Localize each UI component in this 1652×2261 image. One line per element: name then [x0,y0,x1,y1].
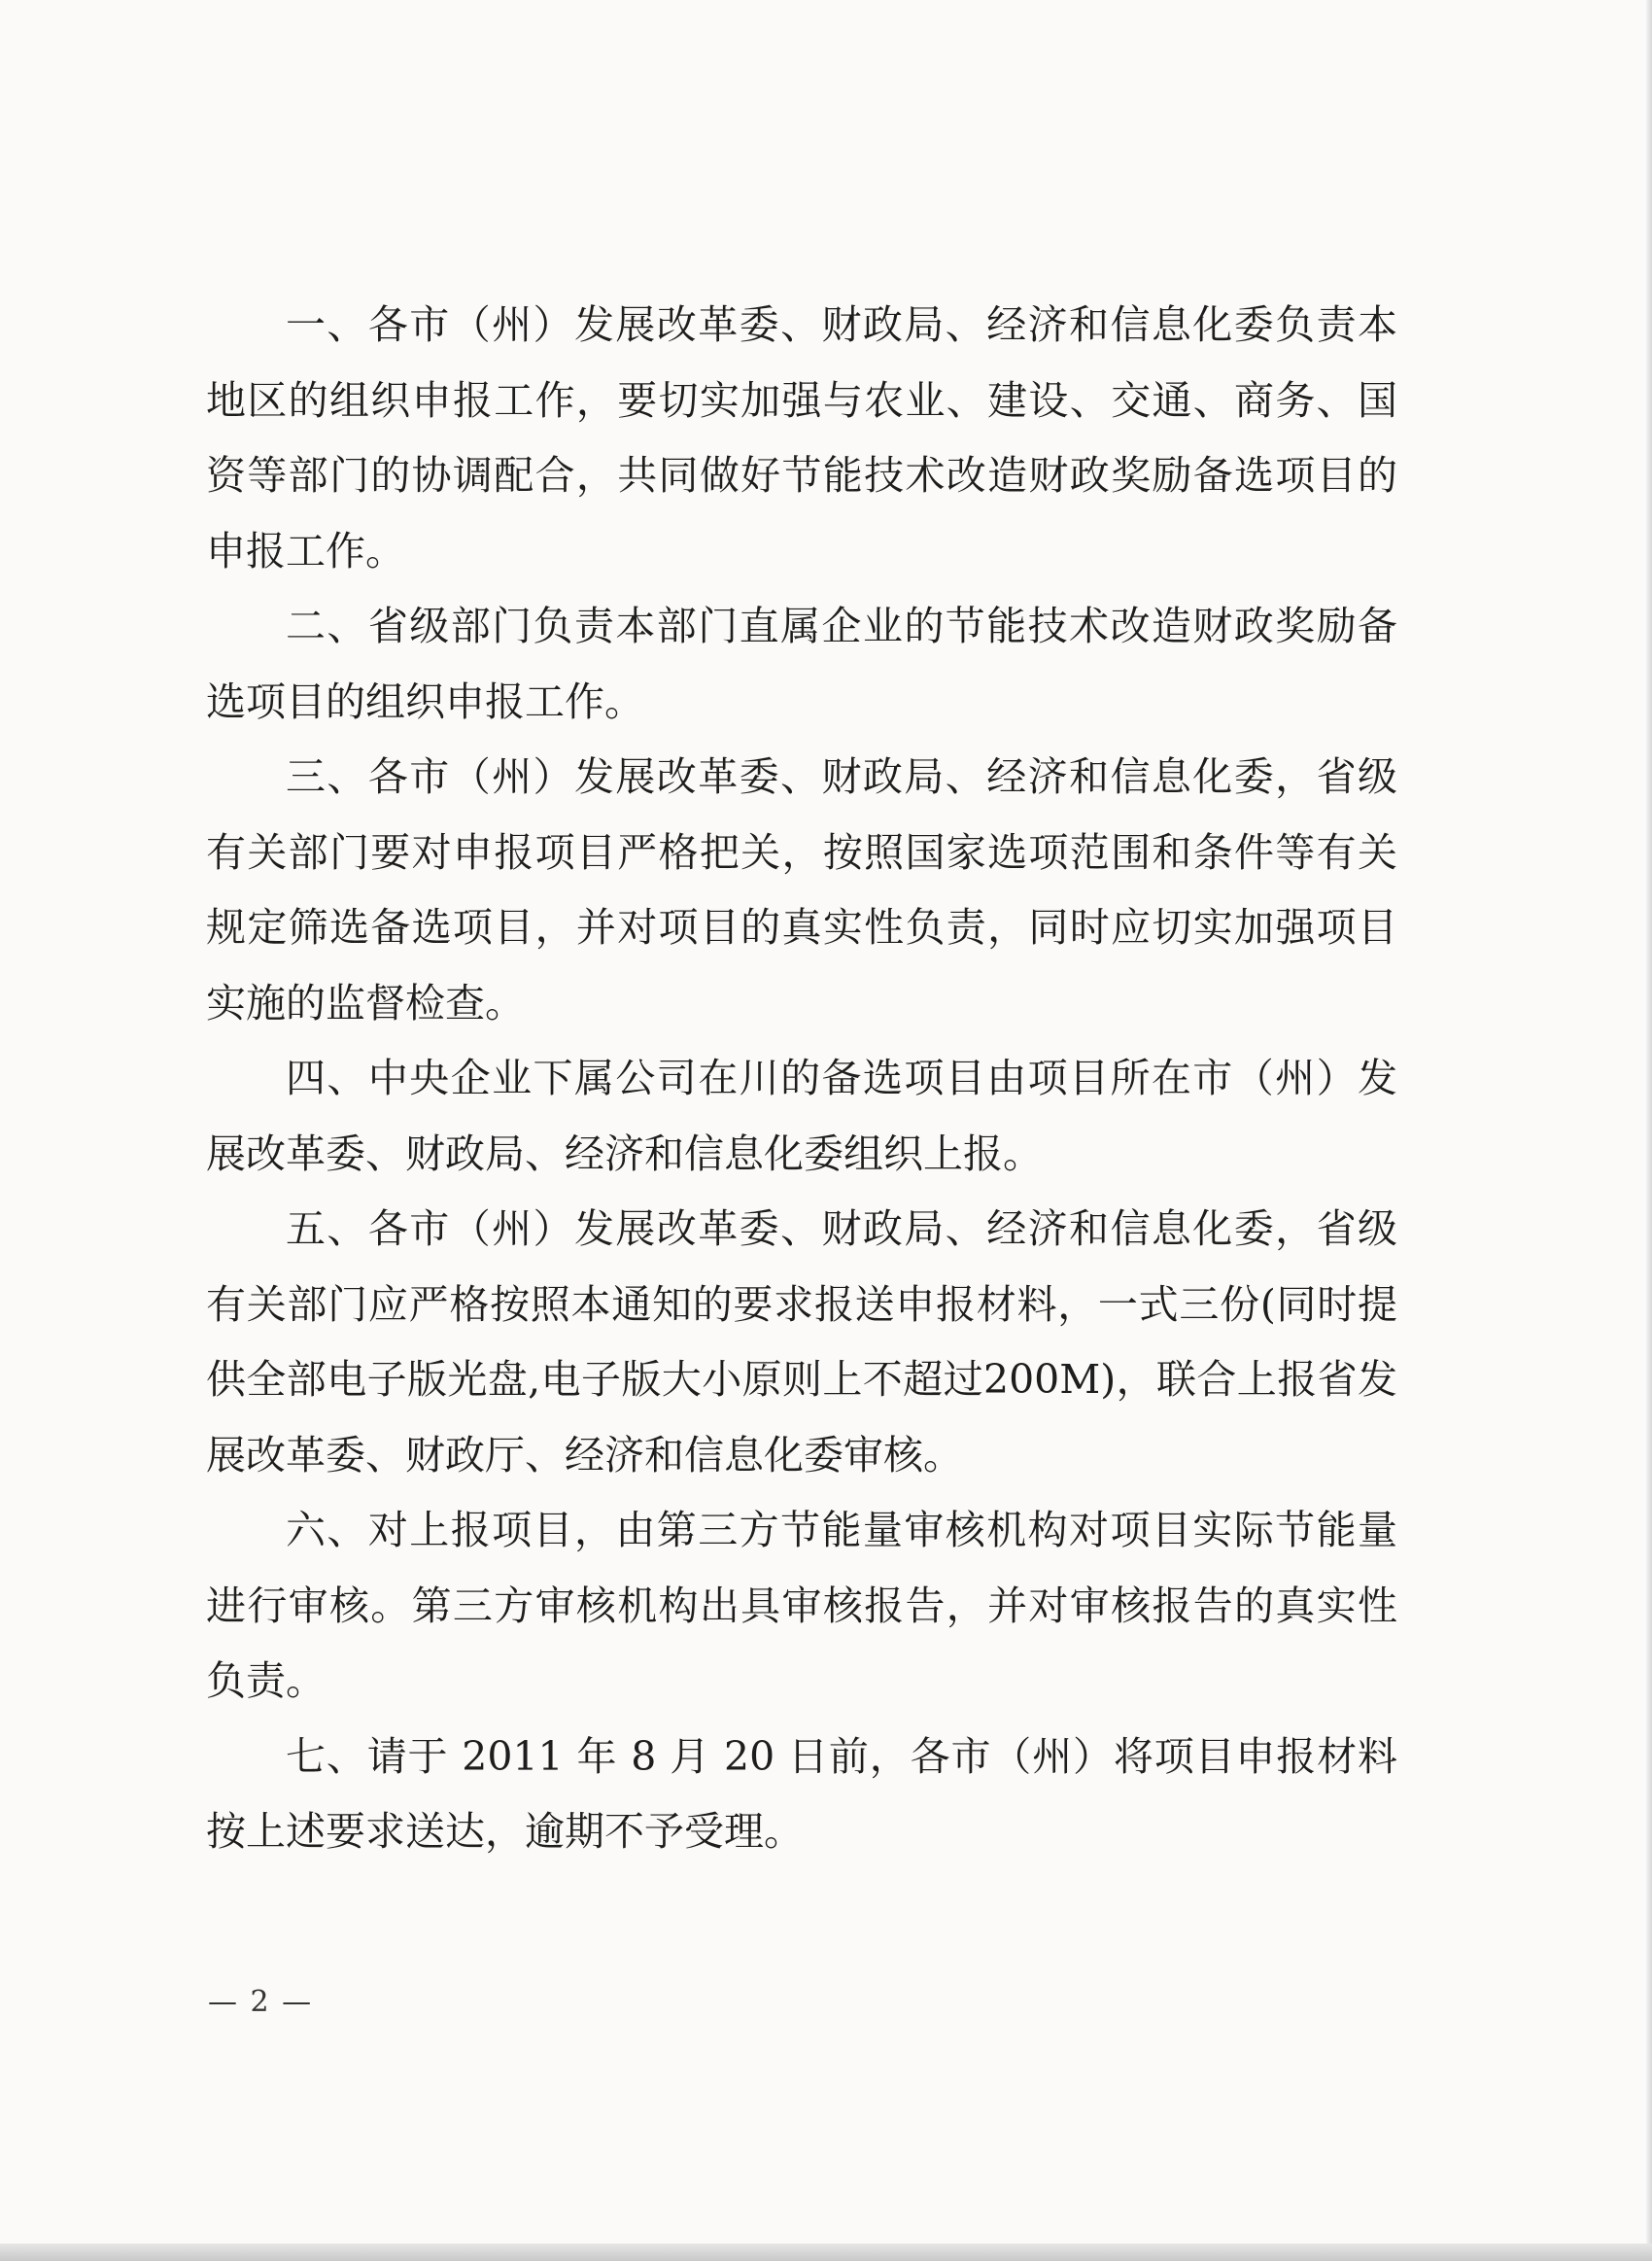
page-number: — 2 — [208,1985,314,2019]
paragraph-3: 三、各市（州）发展改革委、财政局、经济和信息化委，省级有关部门要对申报项目严格把关，按照国家选项范围和条件等有关规定筛选备选项目，并对项目的真实性负责，同时应切实加强项目实施的监督检查。 [206,753,1397,1026]
scan-edge-bottom [0,2244,1652,2261]
scan-edge-right [1646,0,1652,2261]
paragraph-6: 六、对上报项目，由第三方节能量审核机构对项目实际节能量进行审核。第三方审核机构出具审核报告，并对审核报告的真实性负责。 [206,1507,1397,1704]
paragraph-7: 七、请于 2011 年 8 月 20 日前，各市（州）将项目申报材料按上述要求送达，逾期不予受理。 [206,1732,1397,1855]
document-body [206,288,1397,1870]
paragraph-1: 一、各市（州）发展改革委、财政局、经济和信息化委负责本地区的组织申报工作，要切实加强与农业、建设、交通、商务、国资等部门的协调配合，共同做好节能技术改造财政奖励备选项目的申报工作。 [206,301,1397,574]
paragraph-2: 二、省级部门负责本部门直属企业的节能技术改造财政奖励备选项目的组织申报工作。 [206,603,1397,725]
paragraph-4: 四、中央企业下属公司在川的备选项目由项目所在市（州）发展改革委、财政局、经济和信息化委组织上报。 [206,1055,1397,1177]
paragraph-5: 五、各市（州）发展改革委、财政局、经济和信息化委，省级有关部门应严格按照本通知的要求报送申报材料，一式三份(同时提供全部电子版光盘,电子版大小原则上不超过200M)，联合上报省发展改革委、财政厅、经济和信息化委审核。 [206,1205,1397,1478]
